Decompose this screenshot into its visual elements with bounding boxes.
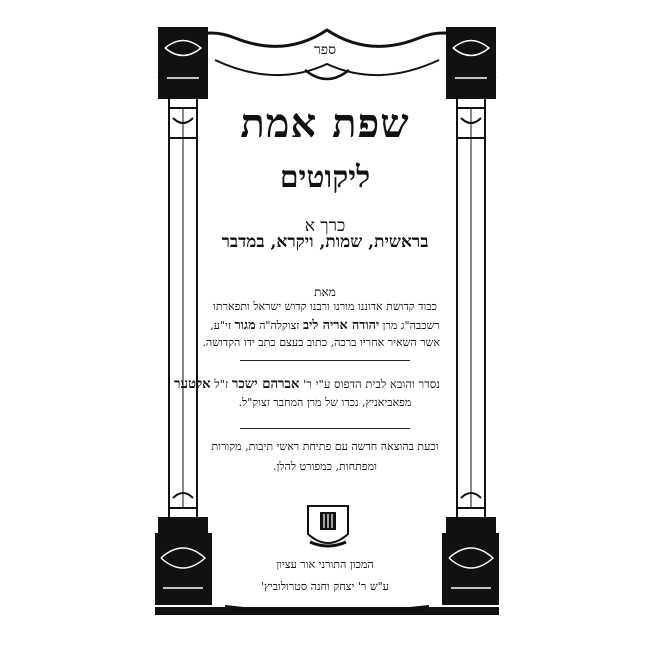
book-subtitle: ליקוטים xyxy=(279,160,371,195)
editor-name: אברהם ישכר xyxy=(231,377,300,392)
author-place: מגור xyxy=(234,317,256,332)
publisher-name: המכון התורני אור עציון xyxy=(276,558,374,571)
author-line-2-pre: רשכבה"ג מרן xyxy=(382,319,440,332)
editor-line-pre: נסדר והובא לבית הדפוס ע"י ר' xyxy=(303,377,440,391)
volume-label: כרך א xyxy=(304,216,346,236)
publisher-emblem-icon xyxy=(300,500,356,554)
editor-surname: אלטער xyxy=(173,377,211,392)
editor-line-mid: ז"ל xyxy=(214,377,229,391)
author-line-3: אשר השאיר אחריו ברכה, כתוב בעצם כתב ידו הקדושה. xyxy=(202,336,440,349)
books-list: בראשית, שמות, ויקרא, במדבר xyxy=(221,232,429,252)
author-line-2-mid: זצוקלה"ה xyxy=(259,319,300,332)
edition-line-1: וכעת בהוצאה חדשה עם פתיחת ראשי תיבות, מקורות xyxy=(211,440,439,453)
sefer-label: ספר xyxy=(313,42,337,58)
editor-line-2: מפאביאניץ, נכדו של מרן המחבר זצוק"ל. xyxy=(238,396,412,409)
edition-line-2: ומפתחות, כמפורט להלן. xyxy=(273,460,377,473)
author-name: יהודה אריה ליב xyxy=(302,317,380,332)
divider-2 xyxy=(240,428,410,429)
author-line-2-post: זי"ע, xyxy=(210,319,231,332)
author-intro: מאת xyxy=(314,285,336,299)
publisher-line-2: ע"ש ר' יצחק וחנה סטרולוביץ' xyxy=(261,580,389,593)
author-line-1: כבוד קדושת אדוננו מורנו ורבנו קדוש ישראל ותפארתו xyxy=(213,300,437,313)
divider-1 xyxy=(240,360,410,361)
editor-line-1 xyxy=(173,376,440,392)
book-title: שפת אמת xyxy=(240,100,410,147)
author-line-2 xyxy=(210,317,440,333)
